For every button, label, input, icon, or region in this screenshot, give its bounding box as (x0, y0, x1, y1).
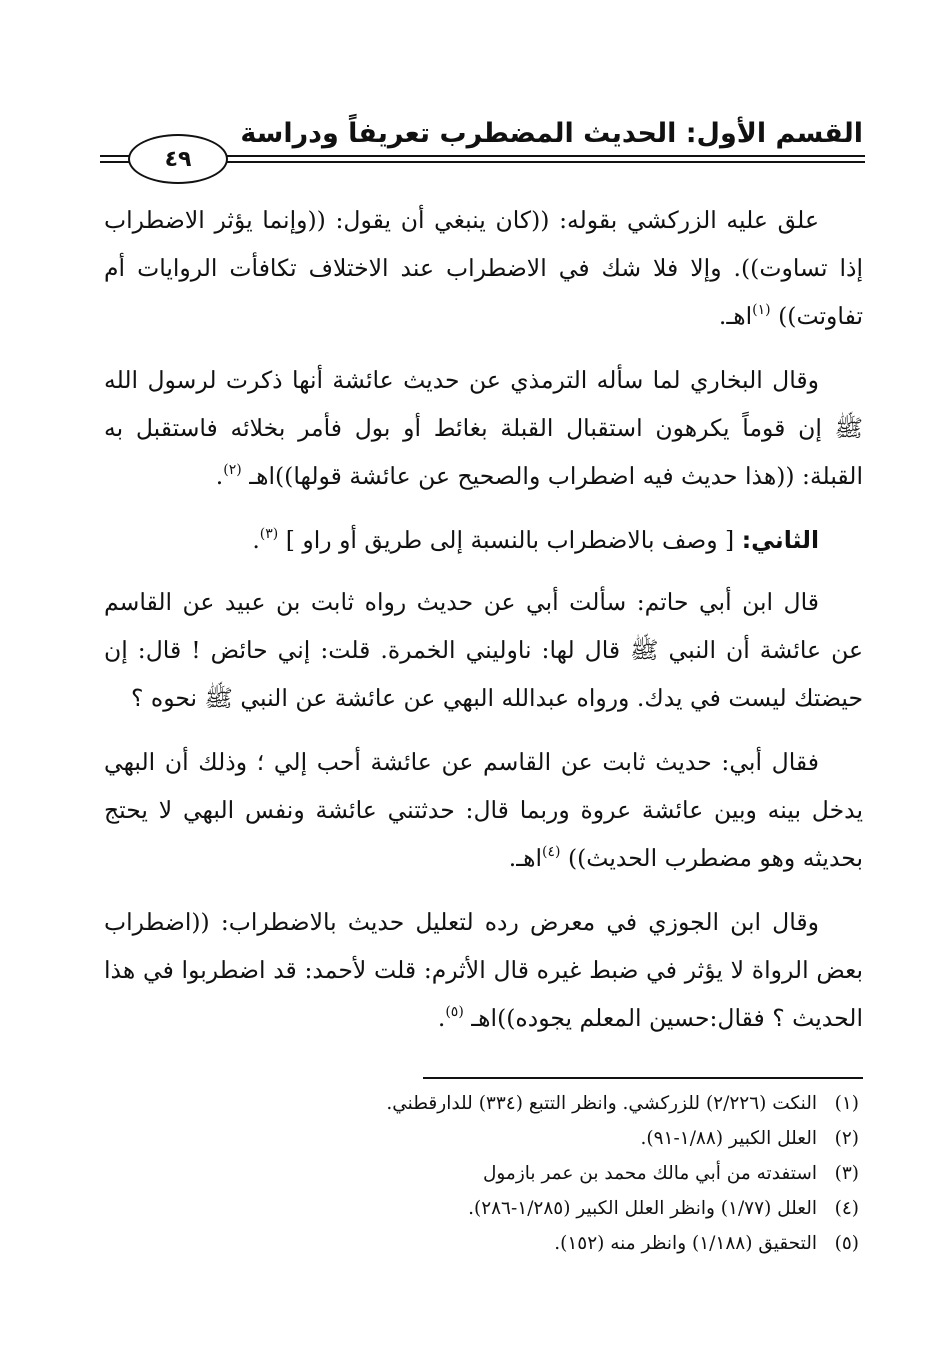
paragraph-text: فقال أبي: حديث ثابت عن القاسم عن عائشة أحب إلي ؛ وذلك أن البهي يدخل بينه وبين عائشة عروة وربما قال: حدثتني عائشة ونفس البهي لا يحتج بحديثه وهو مضطرب الحديث)) (104, 748, 863, 872)
footnote-number: (٤) (834, 1198, 859, 1219)
footnote-number: (٣) (834, 1163, 859, 1184)
footnote-text: العلل (١/٧٧) وانظر العلل الكبير (١/٢٨٥-٢٨٦). (468, 1198, 817, 1219)
footnote-ref[interactable]: (٥) (445, 1004, 464, 1020)
paragraph-ibn-abi-hatim (104, 578, 863, 722)
paragraph-text: علق عليه الزركشي بقوله: ((كان ينبغي أن يقول: ((وإنما يؤثر الاضطراب إذا تساوت)). وإلا فلا شك في الاضطراب عند الاختلاف تكافأت الروايات أم تفاوتت)) (104, 206, 863, 330)
paragraph-bukhari-quote (104, 356, 863, 500)
footnote-item (386, 1086, 859, 1121)
page-number-badge (128, 134, 228, 184)
paragraph-zarkashi-comment (104, 196, 863, 340)
section-heading-second-type (104, 516, 863, 564)
paragraph-tail: . (437, 1004, 446, 1032)
running-header-title: القسم الأول: الحديث المضطرب تعريفاً ودراسة (240, 118, 863, 149)
footnote-text: العلل الكبير (١/٨٨-٩١). (640, 1128, 817, 1149)
footnote-ref[interactable]: (٤) (542, 844, 561, 860)
paragraph-father-answer (104, 738, 863, 882)
paragraph-ibn-jawzi (104, 898, 863, 1042)
footnote-ref[interactable]: (١) (752, 302, 771, 318)
paragraph-text: قال ابن أبي حاتم: سألت أبي عن حديث رواه ثابت بن عبيد عن القاسم عن عائشة أن النبي ﷺ قال لها: ناوليني الخمرة. قلت: إني حائض ! قال: إن حيضتك ليست في يدك. ورواه عبدالله البهي عن عائشة عن النبي ﷺ نحوه ؟ (104, 588, 863, 712)
footnote-separator (423, 1077, 863, 1079)
footnote-text: التحقيق (١/١٨٨) وانظر منه (١٥٢). (554, 1233, 817, 1254)
page-number: ٤٩ (164, 146, 192, 172)
footnote-ref[interactable]: (٢) (223, 462, 242, 478)
footnote-number: (٢) (834, 1128, 859, 1149)
footnote-number: (١) (834, 1093, 859, 1114)
paragraph-tail: اهـ. (508, 844, 542, 872)
paragraph-text: وقال ابن الجوزي في معرض رده لتعليل حديث بالاضطراب: ((اضطراب بعض الرواة لا يؤثر في ضبط غيره قال الأثرم: قلت لأحمد: قد اضطربوا في هذا الحديث ؟ فقال:حسين المعلم يجوده))اهـ (104, 908, 863, 1032)
footnote-ref[interactable]: (٣) (259, 526, 279, 542)
heading-lead: الثاني: (741, 526, 819, 554)
footnote-text: استفدته من أبي مالك محمد بن عمر بازمول (482, 1163, 817, 1184)
footnote-text: النكت (٢/٢٢٦) للزركشي. وانظر التتبع (٣٣٤) للدارقطني. (386, 1093, 817, 1114)
footnote-item (386, 1121, 859, 1156)
heading-tail: . (252, 526, 260, 554)
footnote-item (386, 1156, 859, 1191)
footnote-number: (٥) (834, 1233, 859, 1254)
paragraph-text: وقال البخاري لما سأله الترمذي عن حديث عائشة أنها ذكرت لرسول الله ﷺ إن قوماً يكرهون استقبال القبلة بغائط أو بول فأمر بخلائه فاستقبل به القبلة: ((هذا حديث فيه اضطراب والصحيح عن عائشة قولها))اهـ (104, 366, 863, 490)
heading-text: [ وصف بالاضطراب بالنسبة إلى طريق أو راو ] (285, 526, 742, 554)
paragraph-tail: . (215, 462, 224, 490)
footnote-item (386, 1191, 859, 1226)
footnotes-list (386, 1086, 859, 1261)
footnote-item (386, 1226, 859, 1261)
paragraph-tail: اهـ. (718, 302, 753, 330)
main-text-block (104, 196, 863, 1058)
